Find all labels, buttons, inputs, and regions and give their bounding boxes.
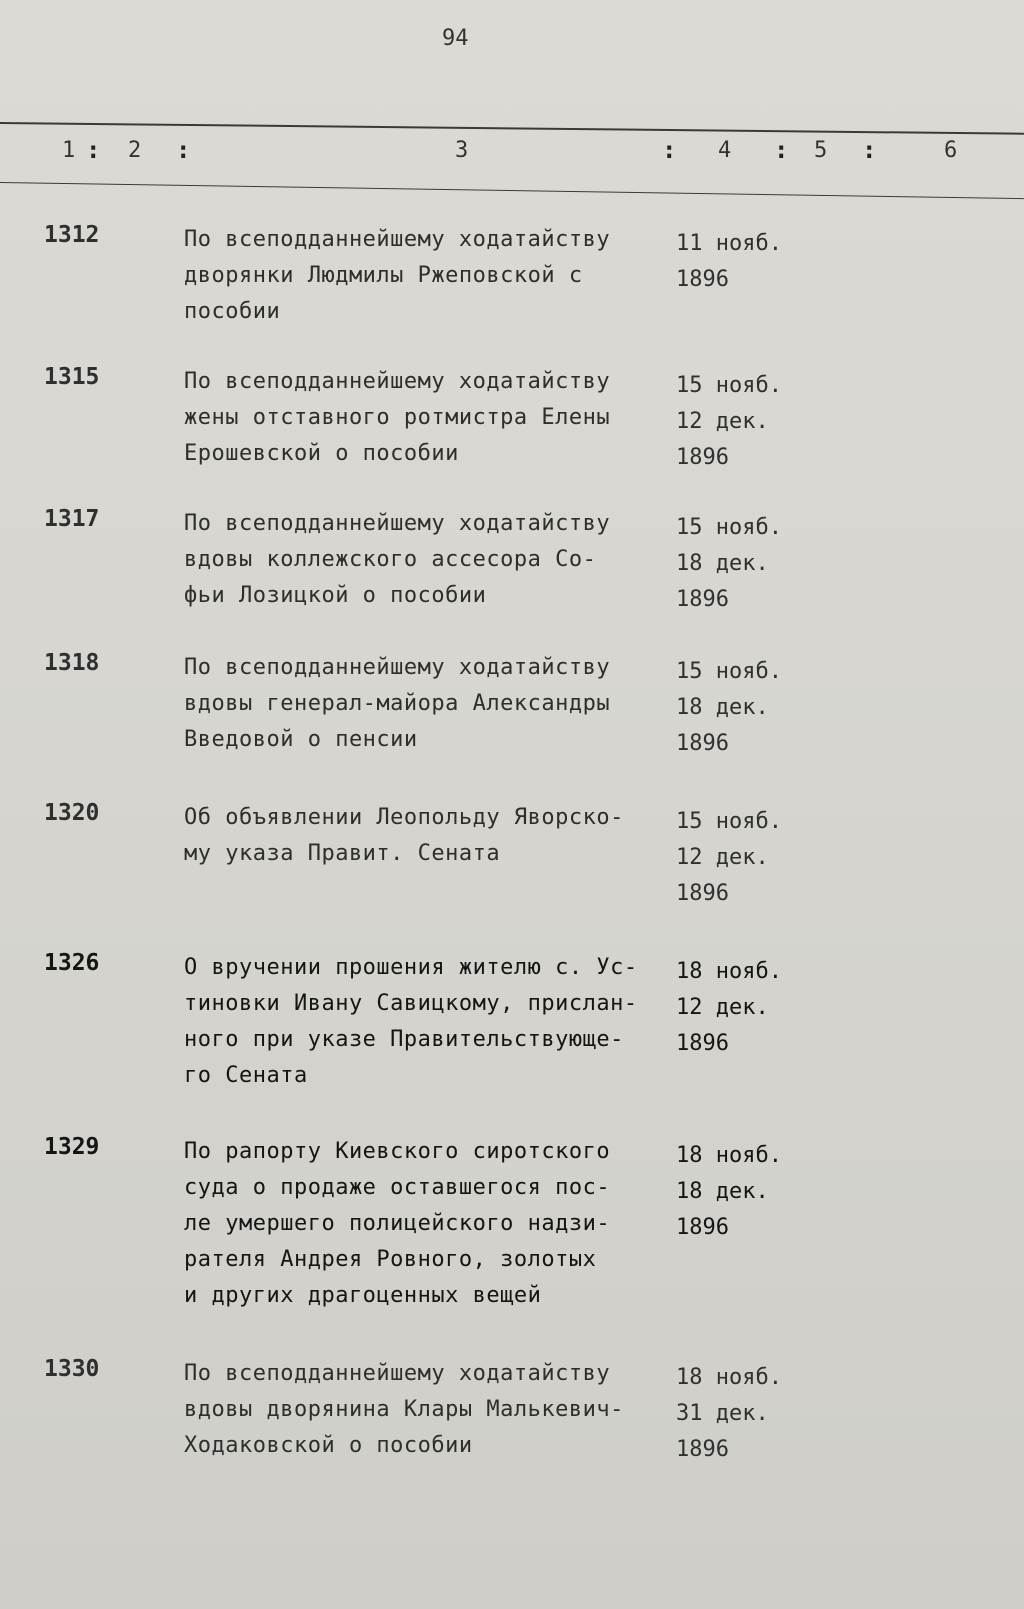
description-line: По всеподданнейшему ходатайству xyxy=(184,655,611,680)
description-line: Ходаковской о пособии xyxy=(184,1433,473,1458)
description-line: суда о продаже оставшегося пос- xyxy=(184,1175,611,1200)
date-line: 31 дек. xyxy=(676,1401,769,1426)
record-description xyxy=(184,1356,654,1464)
description-line: дворянки Людмилы Ржеповской с xyxy=(184,263,583,288)
description-line: вдовы генерал-майора Александры xyxy=(184,691,611,716)
date-line: 18 нояб. xyxy=(676,959,782,984)
record-dates xyxy=(676,654,782,762)
date-line: 15 нояб. xyxy=(676,373,782,398)
date-line: 18 дек. xyxy=(676,695,769,720)
description-line: ле умершего полицейского надзи- xyxy=(184,1211,611,1236)
record-number: 1320 xyxy=(44,800,100,826)
date-line: 1896 xyxy=(676,1031,729,1056)
column-separator: : xyxy=(774,136,789,164)
record-number: 1317 xyxy=(44,506,100,532)
description-line: му указа Правит. Сената xyxy=(184,841,501,866)
header-bottom-rule xyxy=(0,182,1024,199)
date-line: 18 дек. xyxy=(676,551,769,576)
column-header-2: 2 xyxy=(128,138,142,163)
record-number: 1326 xyxy=(44,950,100,976)
description-line: По всеподданнейшему ходатайству xyxy=(184,511,611,536)
date-line: 1896 xyxy=(676,881,729,906)
description-line: По рапорту Киевского сиротского xyxy=(184,1139,611,1164)
column-header-3: 3 xyxy=(455,138,469,163)
record-dates xyxy=(676,804,782,912)
record-number: 1315 xyxy=(44,364,100,390)
column-header-6: 6 xyxy=(944,138,958,163)
date-line: 15 нояб. xyxy=(676,659,782,684)
description-line: По всеподданнейшему ходатайству xyxy=(184,227,611,252)
description-line: пособии xyxy=(184,299,281,324)
date-line: 12 дек. xyxy=(676,845,769,870)
date-line: 1896 xyxy=(676,445,729,470)
page-number: 94 xyxy=(442,26,469,51)
record-description xyxy=(184,800,654,872)
date-line: 11 нояб. xyxy=(676,231,782,256)
date-line: 15 нояб. xyxy=(676,809,782,834)
record-dates xyxy=(676,1138,782,1246)
record-number: 1318 xyxy=(44,650,100,676)
record-description xyxy=(184,364,654,472)
description-line: жены отставного ротмистра Елены xyxy=(184,405,611,430)
description-line: Ерошевской о пособии xyxy=(184,441,459,466)
date-line: 1896 xyxy=(676,587,729,612)
date-line: 1896 xyxy=(676,267,729,292)
description-line: рателя Андрея Ровного, золотых xyxy=(184,1247,597,1272)
record-dates xyxy=(676,1360,782,1468)
record-dates xyxy=(676,226,782,298)
record-description xyxy=(184,950,654,1094)
description-line: фьи Лозицкой о пособии xyxy=(184,583,487,608)
record-description xyxy=(184,506,654,614)
date-line: 18 нояб. xyxy=(676,1365,782,1390)
header-top-rule xyxy=(0,122,1024,135)
record-number: 1329 xyxy=(44,1134,100,1160)
record-description xyxy=(184,1134,654,1314)
column-separator: : xyxy=(662,136,677,164)
date-line: 1896 xyxy=(676,731,729,756)
date-line: 18 дек. xyxy=(676,1179,769,1204)
description-line: О вручении прошения жителю с. Ус- xyxy=(184,955,638,980)
column-separator: : xyxy=(86,136,101,164)
column-separator: : xyxy=(862,136,877,164)
description-line: По всеподданнейшему ходатайству xyxy=(184,1361,611,1386)
record-dates xyxy=(676,510,782,618)
description-line: По всеподданнейшему ходатайству xyxy=(184,369,611,394)
description-line: вдовы дворянина Клары Малькевич- xyxy=(184,1397,624,1422)
date-line: 1896 xyxy=(676,1215,729,1240)
date-line: 15 нояб. xyxy=(676,515,782,540)
description-line: ного при указе Правительствующе- xyxy=(184,1027,624,1052)
column-header-4: 4 xyxy=(718,138,732,163)
description-line: и других драгоценных вещей xyxy=(184,1283,542,1308)
record-number: 1312 xyxy=(44,222,100,248)
description-line: го Сената xyxy=(184,1063,308,1088)
record-dates xyxy=(676,368,782,476)
description-line: Введовой о пенсии xyxy=(184,727,418,752)
description-line: вдовы коллежского ассесора Со- xyxy=(184,547,597,572)
date-line: 12 дек. xyxy=(676,409,769,434)
description-line: Об объявлении Леопольду Яворско- xyxy=(184,805,624,830)
date-line: 18 нояб. xyxy=(676,1143,782,1168)
date-line: 12 дек. xyxy=(676,995,769,1020)
record-description xyxy=(184,650,654,758)
record-description xyxy=(184,222,654,330)
record-number: 1330 xyxy=(44,1356,100,1382)
column-header-1: 1 xyxy=(62,138,76,163)
column-header-5: 5 xyxy=(814,138,828,163)
record-dates xyxy=(676,954,782,1062)
column-separator: : xyxy=(176,136,191,164)
description-line: тиновки Ивану Савицкому, прислан- xyxy=(184,991,638,1016)
date-line: 1896 xyxy=(676,1437,729,1462)
